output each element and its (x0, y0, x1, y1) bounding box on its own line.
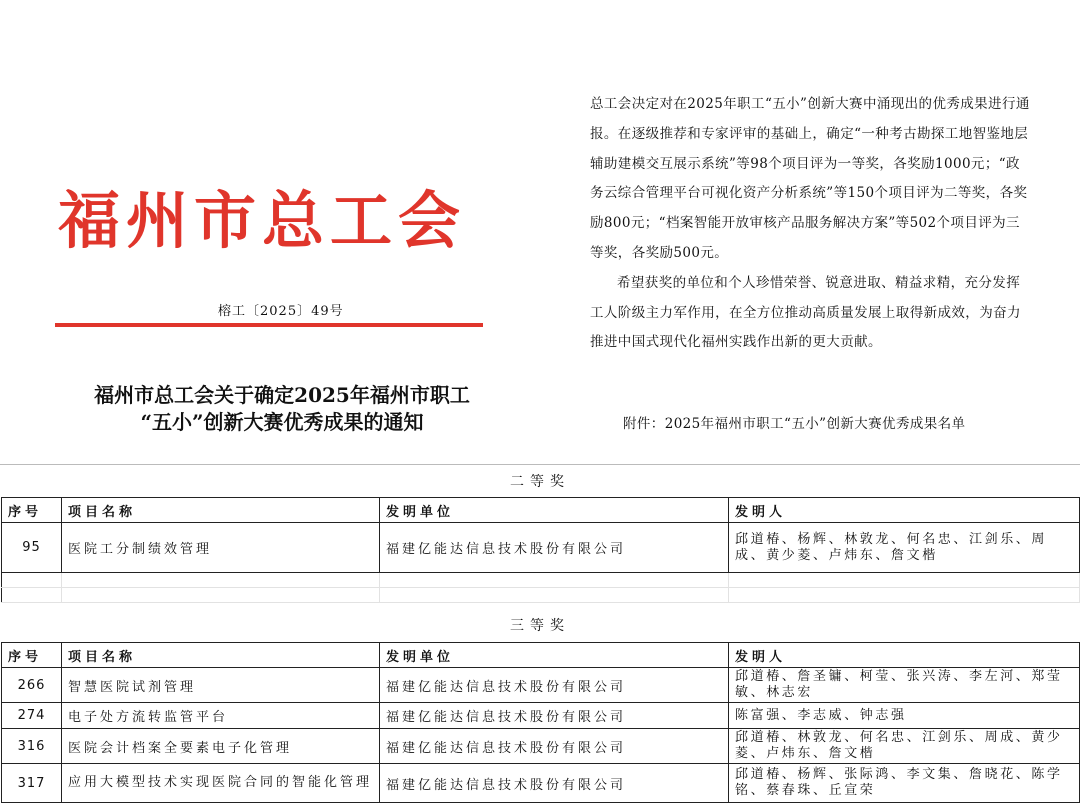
row-no: 95 (2, 523, 62, 573)
org-title: 福州市总工会 (58, 184, 467, 257)
second-prize-table (1, 497, 1080, 603)
row-unit: 福建亿能达信息技术股份有限公司 (380, 668, 729, 703)
notice-title (62, 382, 502, 436)
row-inventors: 陈富强、李志威、钟志强 (729, 703, 1080, 729)
table-row (2, 523, 1080, 573)
empty-row (2, 588, 1080, 603)
table-row (2, 703, 1080, 729)
doc-number: 榕工〔2025〕49号 (218, 304, 344, 319)
body-paragraph-2: 希望获奖的单位和个人珍惜荣誉、锐意进取、精益求精，充分发挥工人阶级主力军作用，在全方位推动高质量发展上取得新成效，为奋力推进中国式现代化福州实践作出新的更大贡献。 (590, 274, 1021, 351)
table-row (2, 729, 1080, 764)
row-no: 266 (2, 668, 62, 703)
row-project: 医院工分制绩效管理 (62, 523, 380, 573)
row-project: 应用大模型技术实现医院合同的智能化管理 (62, 764, 380, 803)
col-header-inventors: 发明人 (729, 643, 1080, 668)
red-divider (55, 323, 483, 327)
empty-row (2, 573, 1080, 588)
third-prize-table (1, 642, 1080, 803)
body-paragraph-1: 总工会决定对在2025年职工“五小”创新大赛中涌现出的优秀成果进行通报。在逐级推荐和专家评审的基础上，确定“一种考古勘探工地智鉴地层辅助建模交互展示系统”等98个项目评为一等奖，各奖励1000元；“政务云综合管理平台可视化资产分析系统”等150个项目评为二等奖，各奖励800元；“档案智能开放审核产品服务解决方案”等502个项目评为三等奖，各奖励500元。 (590, 96, 1030, 261)
attachment-line: 附件：2025年福州市职工“五小”创新大赛优秀成果名单 (623, 416, 966, 432)
row-no: 316 (2, 729, 62, 764)
row-inventors: 邱道椿、詹圣镛、柯莹、张兴涛、李左河、郑莹敏、林志宏 (729, 668, 1080, 703)
row-project: 电子处方流转监管平台 (62, 703, 380, 729)
col-header-project: 项目名称 (62, 643, 380, 668)
table-header-row (2, 643, 1080, 668)
row-no: 274 (2, 703, 62, 729)
col-header-no: 序号 (2, 498, 62, 523)
notice-body (590, 90, 1030, 358)
row-unit: 福建亿能达信息技术股份有限公司 (380, 764, 729, 803)
row-unit: 福建亿能达信息技术股份有限公司 (380, 703, 729, 729)
col-header-no: 序号 (2, 643, 62, 668)
table-header-row (2, 498, 1080, 523)
row-project: 智慧医院试剂管理 (62, 668, 380, 703)
table-row (2, 668, 1080, 703)
col-header-unit: 发明单位 (380, 643, 729, 668)
col-header-project: 项目名称 (62, 498, 380, 523)
col-header-inventors: 发明人 (729, 498, 1080, 523)
row-inventors: 邱道椿、林敦龙、何名忠、江剑乐、周成、黄少菱、卢炜东、詹文楷 (729, 729, 1080, 764)
notice-title-line1: 福州市总工会关于确定2025年福州市职工 (94, 383, 470, 407)
third-prize-heading: 三等奖 (510, 618, 570, 634)
row-inventors: 邱道椿、杨辉、林敦龙、何名忠、江剑乐、周成、黄少菱、卢炜东、詹文楷 (729, 523, 1080, 573)
row-unit: 福建亿能达信息技术股份有限公司 (380, 729, 729, 764)
table-row (2, 764, 1080, 803)
row-inventors: 邱道椿、杨辉、张际鸿、李文集、詹晓花、陈学铭、蔡春珠、丘宣荣 (729, 764, 1080, 803)
row-no: 317 (2, 764, 62, 803)
notice-title-line2: “五小”创新大赛优秀成果的通知 (140, 410, 424, 434)
second-prize-heading: 二等奖 (0, 464, 1080, 499)
row-unit: 福建亿能达信息技术股份有限公司 (380, 523, 729, 573)
row-project: 医院会计档案全要素电子化管理 (62, 729, 380, 764)
col-header-unit: 发明单位 (380, 498, 729, 523)
